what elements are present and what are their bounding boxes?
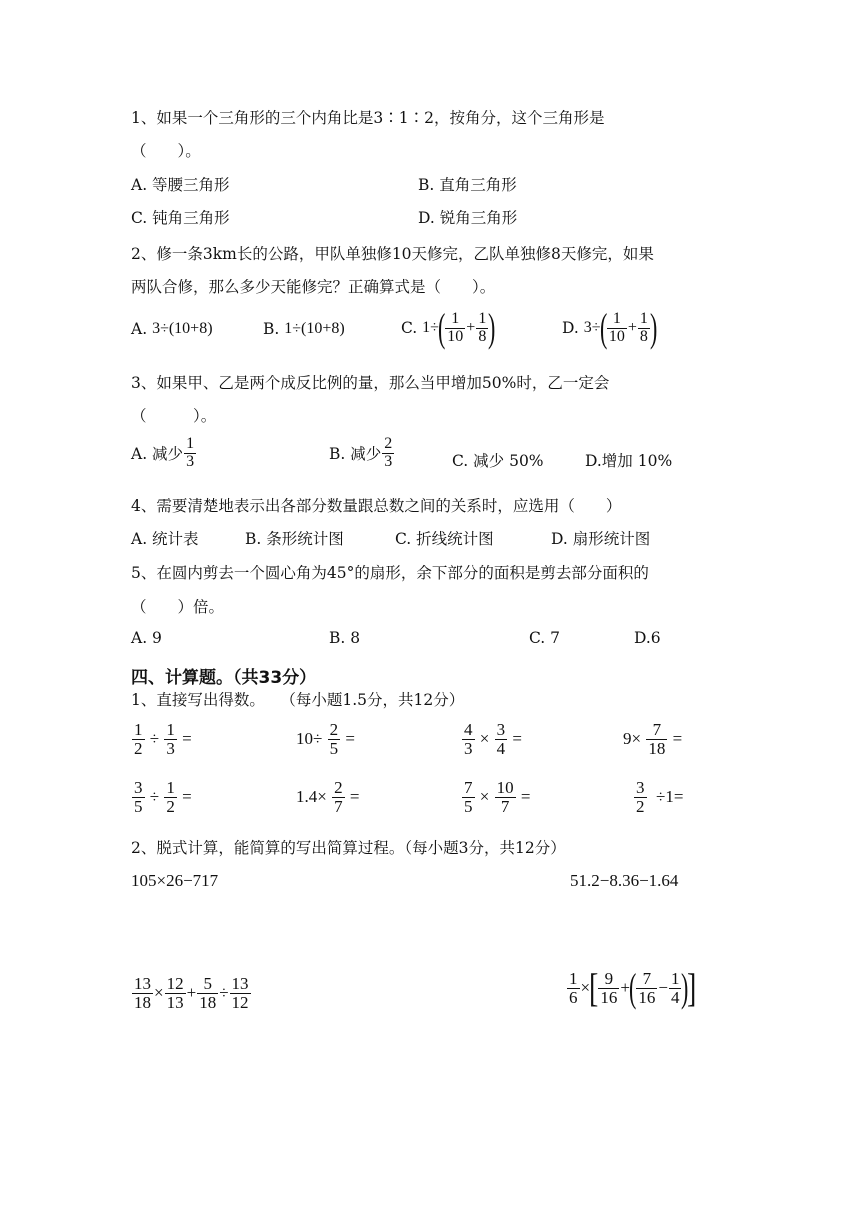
direct-item-6: 1.4× $\frac{2}{7}$ = xyxy=(296,778,360,816)
fraction: $\frac{2}{5}$ xyxy=(329,720,339,758)
q3-blank: （ ）。 xyxy=(131,407,217,425)
fraction: $\frac{13}{18}$ xyxy=(134,974,151,1012)
q5-option-d: D.6 xyxy=(634,629,661,647)
q4-stem: 4、需要清楚地表示出各部分数量跟总数之间的关系时，应选用（ ） xyxy=(131,497,622,515)
q2-option-a-expr: 3÷(10+8) xyxy=(152,320,213,337)
q5-blank: （ ）倍。 xyxy=(131,598,225,616)
q5-option-a: A. 9 xyxy=(131,629,162,647)
fraction: $\frac{1}{8}$ xyxy=(639,309,648,345)
calc-expr-3: $\frac{13}{18}$ × $\frac{12}{13}$ + $\frac{5}{18}$ ÷ $\frac{13}{12}$ xyxy=(134,974,249,1012)
q2-option-a: A. 3÷(10+8) xyxy=(131,320,213,338)
q2-stem-line1: 2、修一条3km长的公路，甲队单独修10天修完，乙队单独修8天修完，如果 xyxy=(131,245,654,263)
q2-stem-line2: 两队合修，那么多少天能修完？正确算式是（ ）。 xyxy=(131,278,496,296)
q5-stem: 5、在圆内剪去一个圆心角为45°的扇形，余下部分的面积是剪去部分面积的 xyxy=(131,564,649,582)
section-title: 四、计算题。（共33分） xyxy=(131,668,317,688)
fraction: $\frac{1}{6}$ xyxy=(569,968,578,1007)
fraction: $\frac{1}{10}$ xyxy=(608,309,625,345)
q4-option-d: D. 扇形统计图 xyxy=(551,530,651,548)
q3-stem: 3、如果甲、乙是两个成反比例的量，那么当甲增加50%时，乙一定会 xyxy=(131,374,610,392)
fraction: $\frac{1}{4}$ xyxy=(670,968,680,1007)
fraction: $\frac{1}{8}$ xyxy=(478,309,487,345)
direct-item-7: $\frac{7}{5}$ × $\frac{10}{7}$ = xyxy=(464,778,531,816)
direct-item-3: $\frac{4}{3}$ × $\frac{3}{4}$ = xyxy=(464,720,522,758)
fraction: $\frac{2}{3}$ xyxy=(384,435,393,470)
direct-item-8: $\frac{3}{2}$ ÷1= xyxy=(636,778,684,816)
fraction: $\frac{7}{18}$ xyxy=(648,720,666,758)
q3-option-a: A. 减少 $\frac{1}{3}$ xyxy=(131,435,195,470)
calc-expr-4: $\frac{1}{6}$ × [ $\frac{9}{16}$ + ( $\frac{7}{16}$ − $\frac{1}{4}$ ) ] xyxy=(569,965,697,1010)
q2-option-c: C. 1÷ ( $\frac{1}{10}$ + $\frac{1}{8}$ ) xyxy=(401,305,496,350)
subsection-1-title: 1、直接写出得数。 （每小题1.5分，共12分） xyxy=(131,691,465,709)
subsection-2-title: 2、脱式计算，能简算的写出简算过程。（每小题3分，共12分） xyxy=(131,839,566,857)
fraction: $\frac{1}{2}$ xyxy=(134,720,143,758)
fraction: $\frac{3}{5}$ xyxy=(134,778,143,816)
fraction: $\frac{13}{12}$ xyxy=(231,974,249,1012)
q3-option-c: C. 减少 50% xyxy=(452,452,544,470)
fraction: $\frac{12}{13}$ xyxy=(166,974,184,1012)
direct-item-2: 10÷ $\frac{2}{5}$ = xyxy=(296,720,355,758)
fraction: $\frac{1}{2}$ xyxy=(166,778,175,816)
q4-option-c: C. 折线统计图 xyxy=(395,530,494,548)
calc-expr-1: 105×26−717 xyxy=(131,871,219,890)
fraction: $\frac{4}{3}$ xyxy=(464,720,473,758)
q1-option-b: B. 直角三角形 xyxy=(418,176,517,194)
fraction: $\frac{9}{16}$ xyxy=(600,968,618,1007)
direct-item-4: 9× $\frac{7}{18}$ = xyxy=(623,720,683,758)
fraction: $\frac{5}{18}$ xyxy=(199,974,217,1012)
fraction: $\frac{1}{3}$ xyxy=(186,435,195,470)
q1-blank: （ ）。 xyxy=(131,142,201,160)
q5-option-b: B. 8 xyxy=(329,629,361,647)
q2-option-d: D. 3÷ ( $\frac{1}{10}$ + $\frac{1}{8}$ ) xyxy=(562,305,658,350)
fraction: $\frac{2}{7}$ xyxy=(334,778,343,816)
q1-option-c: C. 钝角三角形 xyxy=(131,209,230,227)
q3-option-b: B. 减少 $\frac{2}{3}$ xyxy=(329,435,393,470)
q1-option-d: D. 锐角三角形 xyxy=(418,209,518,227)
q3-option-d: D.增加 10% xyxy=(585,452,673,470)
q1-stem: 1、如果一个三角形的三个内角比是3∶1∶2，按角分，这个三角形是 xyxy=(131,109,605,127)
fraction: $\frac{7}{16}$ xyxy=(638,968,656,1007)
q4-option-a: A. 统计表 xyxy=(131,530,199,548)
fraction: $\frac{7}{5}$ xyxy=(464,778,473,816)
fraction: $\frac{1}{10}$ xyxy=(447,309,464,345)
q5-option-c: C. 7 xyxy=(529,629,561,647)
direct-item-5: $\frac{3}{5}$ ÷ $\frac{1}{2}$ = xyxy=(134,778,192,816)
q4-option-b: B. 条形统计图 xyxy=(245,530,344,548)
q2-option-b: B. 1÷(10+8) xyxy=(263,320,345,338)
q1-option-a: A. 等腰三角形 xyxy=(131,176,230,194)
fraction: $\frac{1}{3}$ xyxy=(166,720,175,758)
q2-option-b-expr: 1÷(10+8) xyxy=(284,320,345,337)
fraction: $\frac{3}{4}$ xyxy=(496,720,506,758)
fraction: $\frac{10}{7}$ xyxy=(496,778,514,816)
direct-item-1: $\frac{1}{2}$ ÷ $\frac{1}{3}$ = xyxy=(134,720,192,758)
fraction: $\frac{3}{2}$ xyxy=(636,778,645,816)
calc-expr-2: 51.2−8.36−1.64 xyxy=(570,871,679,890)
